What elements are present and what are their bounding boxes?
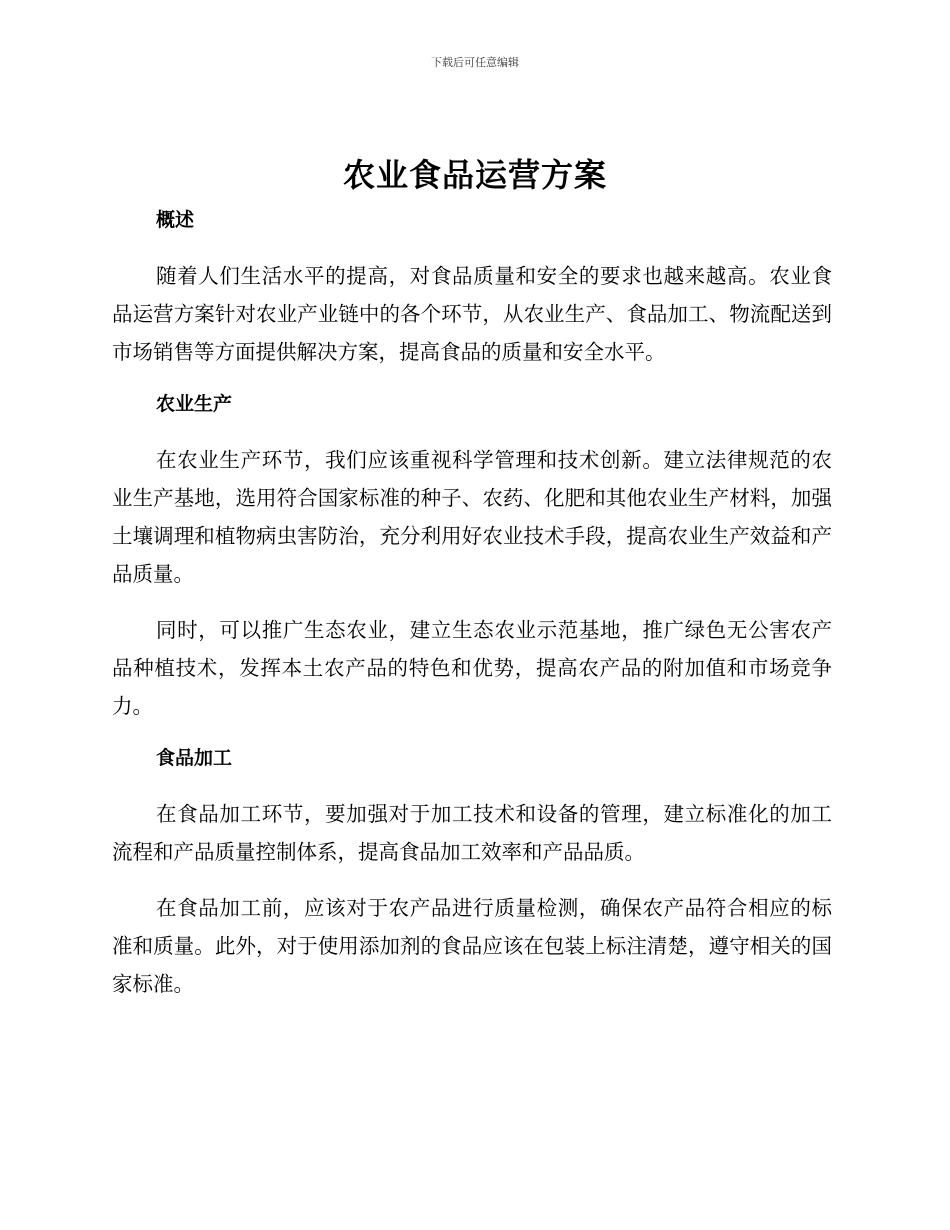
document-title: 农业食品运营方案: [342, 156, 607, 194]
paragraph: 同时，可以推广生态农业，建立生态农业示范基地，推广绿色无公害农产品种植技术，发挥本土农产品的特色和优势，提高农产品的附加值和市场竞争力。: [112, 618, 832, 718]
document-body: [112, 205, 832, 1003]
section-heading: 概述: [156, 209, 195, 231]
paragraph: 在食品加工环节，要加强对于加工技术和设备的管理，建立标准化的加工流程和产品质量控制体系，提高食品加工效率和产品品质。: [112, 802, 832, 864]
section-agricultural-production: [112, 389, 832, 743]
section-food-processing: [112, 743, 832, 1003]
header-note: 下载后可任意编辑: [431, 56, 519, 69]
paragraph: 在农业生产环节，我们应该重视科学管理和技术创新。建立法律规范的农业生产基地，选用符合国家标准的种子、农药、化肥和其他农业生产材料，加强土壤调理和植物病虫害防治，充分利用好农业技术手段，提高农业生产效益和产品质量。: [112, 448, 832, 586]
paragraph: 在食品加工前，应该对于农产品进行质量检测，确保农产品符合相应的标准和质量。此外，对于使用添加剂的食品应该在包装上标注清楚，遵守相关的国家标准。: [112, 896, 832, 996]
section-heading: 农业生产: [156, 393, 233, 415]
section-overview: [112, 205, 832, 389]
paragraph: 随着人们生活水平的提高，对食品质量和安全的要求也越来越高。农业食品运营方案针对农业产业链中的各个环节，从农业生产、食品加工、物流配送到市场销售等方面提供解决方案，提高食品的质量和安全水平。: [112, 264, 832, 364]
section-heading: 食品加工: [156, 747, 233, 769]
